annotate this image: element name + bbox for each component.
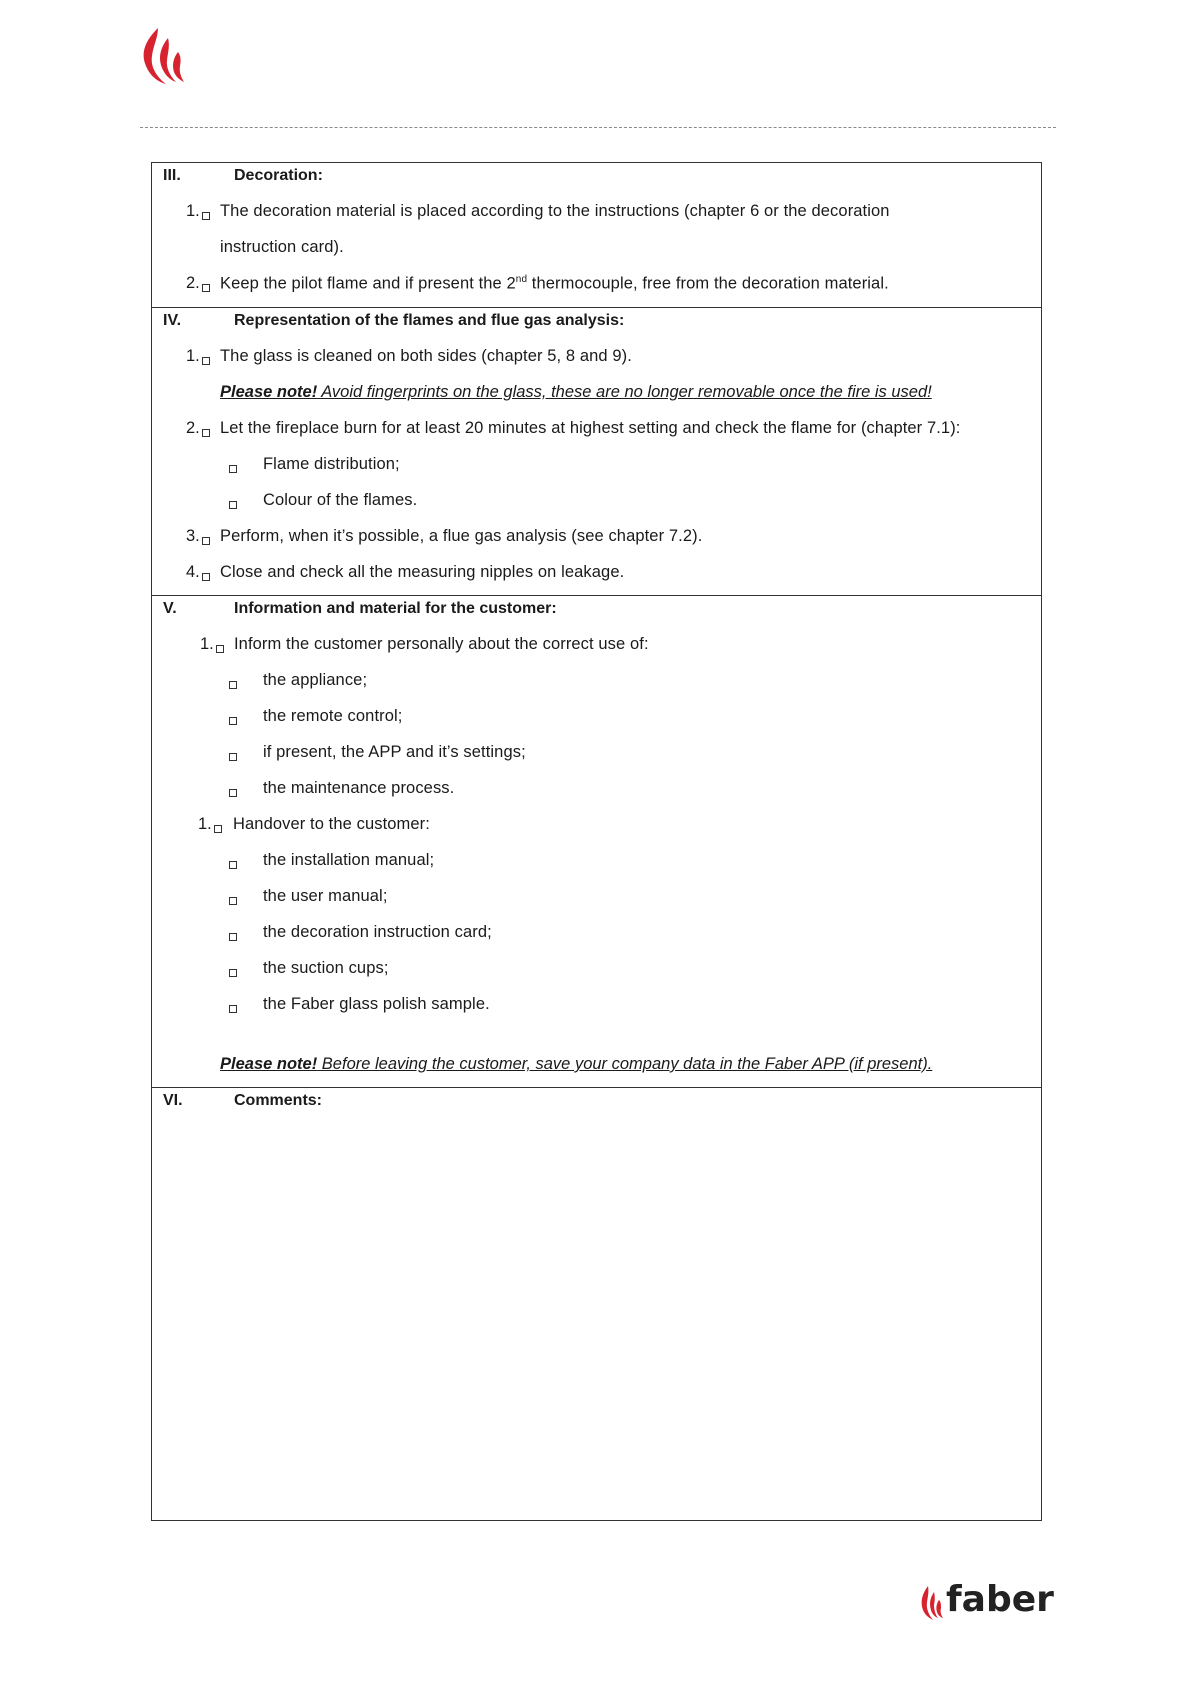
checkbox[interactable] <box>216 645 224 653</box>
checkbox[interactable] <box>229 465 237 473</box>
item-text: Keep the pilot flame and if present the 2nd thermocouple, free from the decoration material. <box>220 274 889 293</box>
checkbox[interactable] <box>229 501 237 509</box>
section-decoration <box>152 163 1041 307</box>
item-text: Let the fireplace burn for at least 20 minutes at highest setting and check the flame for (chapter 7.1): <box>220 419 961 437</box>
checkbox[interactable] <box>229 897 237 905</box>
sub-item-text: the user manual; <box>263 887 388 905</box>
flame-icon <box>918 1585 944 1621</box>
section-number: VI. <box>163 1092 183 1109</box>
checkbox[interactable] <box>202 429 210 437</box>
sub-item-text: Colour of the flames. <box>263 491 418 509</box>
sub-item-text: the suction cups; <box>263 959 389 977</box>
section-title: Comments: <box>234 1092 323 1109</box>
item-text: Close and check all the measuring nipples on leakage. <box>220 563 625 581</box>
section-customer <box>152 595 1041 1088</box>
checkbox[interactable] <box>202 284 210 292</box>
checkbox[interactable] <box>229 681 237 689</box>
sub-item-text: the Faber glass polish sample. <box>263 995 490 1013</box>
note: Please note! Before leaving the customer, save your company data in the Faber APP (if present). <box>220 1055 933 1073</box>
comments-area[interactable] <box>162 1122 1031 1513</box>
sub-item-text: the remote control; <box>263 707 403 725</box>
item-number: 4. <box>186 563 200 581</box>
checkbox[interactable] <box>229 933 237 941</box>
item-text: Handover to the customer: <box>233 815 430 833</box>
section-flames <box>152 307 1041 596</box>
checkbox[interactable] <box>229 717 237 725</box>
sub-item-text: the decoration instruction card; <box>263 923 492 941</box>
item-text-cont: instruction card). <box>220 238 344 256</box>
header-divider <box>140 127 1056 128</box>
sub-item-text: the appliance; <box>263 671 368 689</box>
section-number: III. <box>163 167 181 184</box>
item-number: 1. <box>198 815 212 833</box>
checkbox[interactable] <box>229 1005 237 1013</box>
section-number: V. <box>163 600 177 617</box>
item-number: 3. <box>186 527 200 545</box>
faber-logo <box>918 1579 1054 1625</box>
flame-logo-icon <box>136 26 188 86</box>
checkbox[interactable] <box>229 969 237 977</box>
checkbox[interactable] <box>202 573 210 581</box>
sub-item-text: if present, the APP and it’s settings; <box>263 743 526 761</box>
checkbox[interactable] <box>229 861 237 869</box>
section-title: Information and material for the customer: <box>234 600 557 617</box>
item-text: Inform the customer personally about the correct use of: <box>234 635 649 653</box>
checkbox[interactable] <box>214 825 222 833</box>
section-comments <box>152 1087 1041 1521</box>
checklist-form <box>151 162 1042 1521</box>
section-number: IV. <box>163 312 182 329</box>
checkbox[interactable] <box>229 753 237 761</box>
checkbox[interactable] <box>202 357 210 365</box>
sub-item-text: the installation manual; <box>263 851 435 869</box>
note: Please note! Avoid fingerprints on the glass, these are no longer removable once the fire is used! <box>220 383 932 401</box>
checkbox[interactable] <box>202 537 210 545</box>
item-text: Perform, when it’s possible, a flue gas analysis (see chapter 7.2). <box>220 527 703 545</box>
section-title: Representation of the flames and flue gas analysis: <box>234 312 625 329</box>
checkbox[interactable] <box>202 212 210 220</box>
item-text: The decoration material is placed according to the instructions (chapter 6 or the decoration <box>220 202 890 220</box>
sub-item-text: the maintenance process. <box>263 779 455 797</box>
item-number: 1. <box>186 347 200 365</box>
brand-name: faber <box>946 1579 1054 1620</box>
item-number: 2. <box>186 274 200 292</box>
checkbox[interactable] <box>229 789 237 797</box>
section-title: Decoration: <box>234 167 323 184</box>
item-number: 1. <box>186 202 200 220</box>
item-text: The glass is cleaned on both sides (chapter 5, 8 and 9). <box>220 347 632 365</box>
item-number: 1. <box>200 635 214 653</box>
sub-item-text: Flame distribution; <box>263 455 400 473</box>
item-number: 2. <box>186 419 200 437</box>
